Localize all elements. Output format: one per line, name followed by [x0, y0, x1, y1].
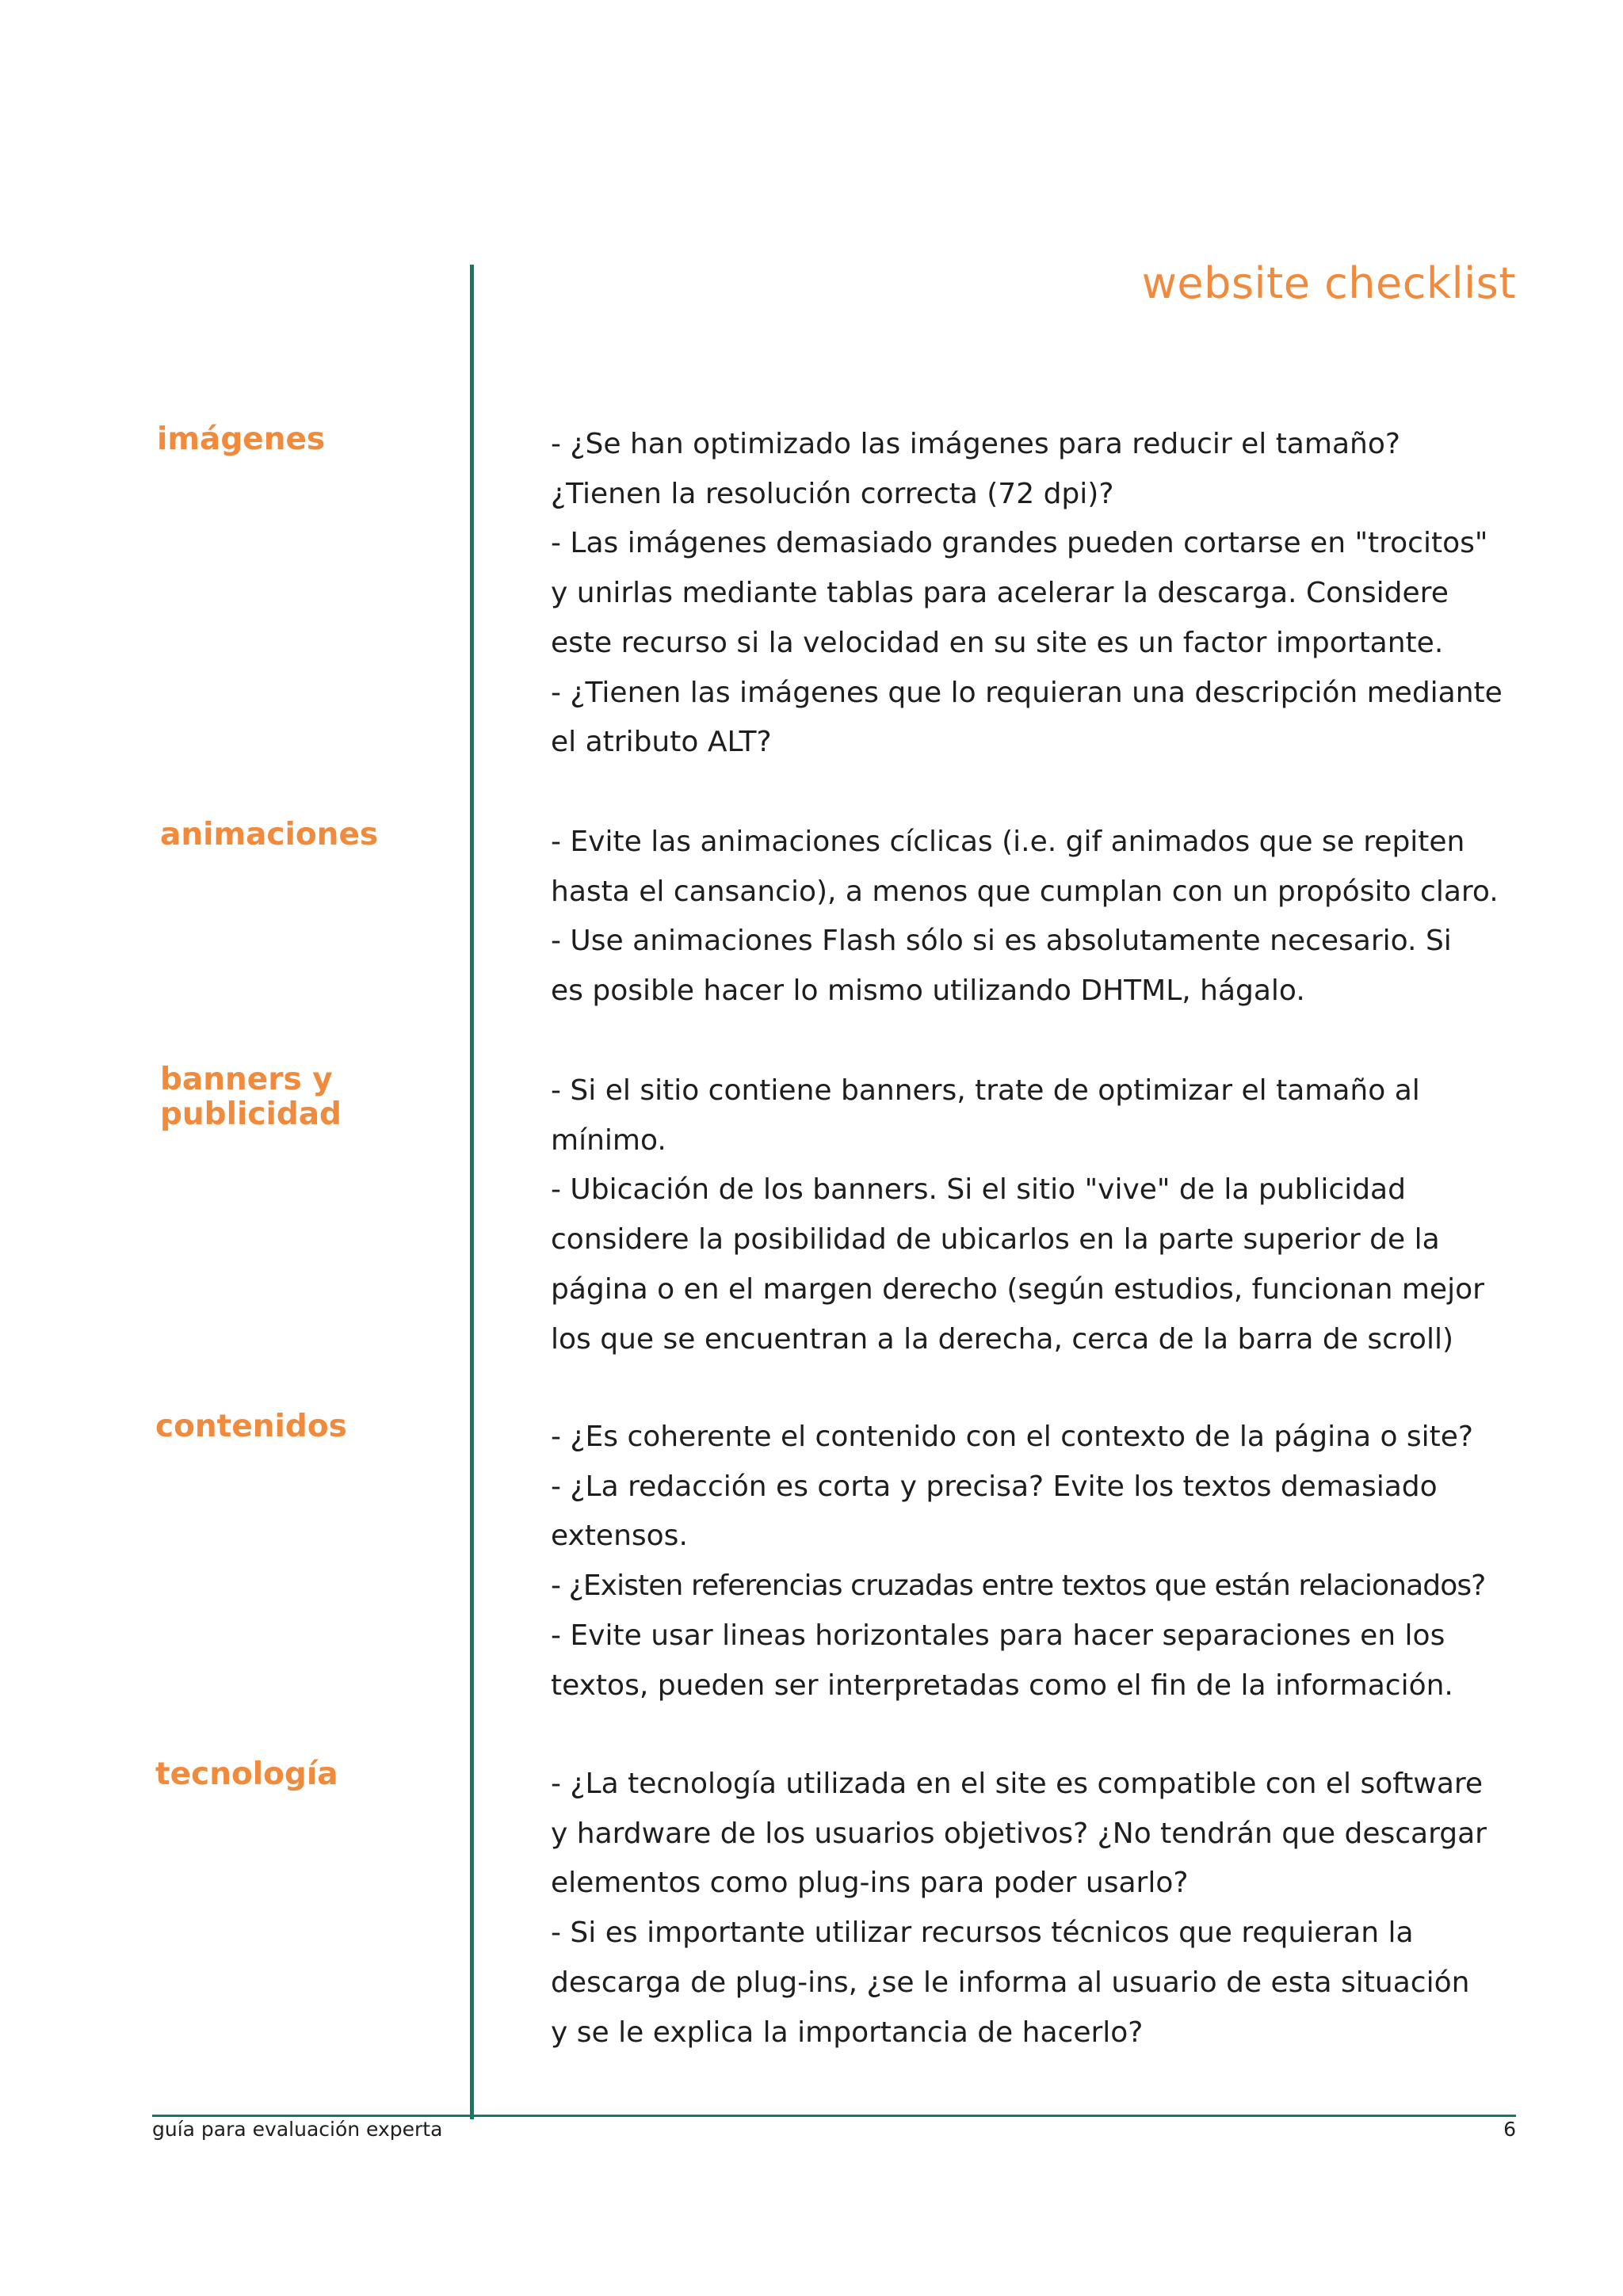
text-line: y se le explica la importancia de hacerlo? [551, 2016, 1144, 2049]
section-text-animaciones [551, 818, 1526, 1016]
text-line: descarga de plug-ins, ¿se le informa al usuario de esta situación [551, 1966, 1470, 1999]
text-line: - Las imágenes demasiado grandes pueden cortarse en "trocitos" [551, 527, 1488, 560]
text-line: elementos como plug-ins para poder usarlo? [551, 1867, 1189, 1900]
section-label-line: publicidad [160, 1097, 342, 1132]
section-label-contenidos [155, 1409, 347, 1444]
text-line: ¿Tienen la resolución correcta (72 dpi)? [551, 477, 1114, 510]
text-line: - Si el sitio contiene banners, trate de optimizar el tamaño al [551, 1074, 1420, 1107]
text-line: y unirlas mediante tablas para acelerar la descarga. Considere [551, 577, 1449, 610]
text-line: hasta el cansancio), a menos que cumplan con un propósito claro. [551, 875, 1499, 908]
section-label-tecnologia [155, 1757, 338, 1792]
text-line: es posible hacer lo mismo utilizando DHTML, hágalo. [551, 974, 1305, 1008]
text-line: página o en el margen derecho (según estudios, funcionan mejor [551, 1272, 1484, 1306]
text-line: considere la posibilidad de ubicarlos en la parte superior de la [551, 1223, 1440, 1257]
text-line: - Evite las animaciones cíclicas (i.e. gif animados que se repiten [551, 826, 1465, 858]
text-line: - Use animaciones Flash sólo si es absolutamente necesario. Si [551, 925, 1452, 958]
section-label-line: imágenes [157, 421, 326, 457]
section-label-line: tecnología [155, 1756, 338, 1792]
text-line: - Si es importante utilizar recursos técnicos que requieran la [551, 1917, 1414, 1950]
page-title: website checklist [1141, 258, 1516, 308]
section-text-contenidos [551, 1413, 1526, 1711]
text-line: textos, pueden ser interpretadas como el fin de la información. [551, 1669, 1453, 1702]
text-line: - Ubicación de los banners. Si el sitio "vive" de la publicidad [551, 1173, 1406, 1207]
footer-title: guía para evaluación experta [152, 2118, 443, 2141]
page-number: 6 [1503, 2118, 1516, 2141]
section-label-line: banners y [160, 1062, 333, 1097]
section-label-banners [160, 1062, 342, 1132]
text-line: el atributo ALT? [551, 726, 772, 759]
vertical-divider [470, 265, 474, 2119]
text-line: y hardware de los usuarios objetivos? ¿No tendrán que descargar [551, 1817, 1487, 1850]
text-line: - ¿Tienen las imágenes que lo requieran una descripción mediante [551, 676, 1503, 709]
section-label-imagenes [157, 422, 325, 457]
section-label-line: animaciones [160, 817, 379, 852]
text-line: este recurso si la velocidad en su site es un factor importante. [551, 626, 1444, 659]
text-line: extensos. [551, 1520, 688, 1553]
text-line: - Evite usar lineas horizontales para hacer separaciones en los [551, 1619, 1445, 1652]
section-text-imagenes [551, 420, 1526, 768]
text-line: - ¿La redacción es corta y precisa? Evite los textos demasiado [551, 1470, 1438, 1503]
text-line: - ¿Es coherente el contenido con el contexto de la página o site? [551, 1421, 1474, 1453]
section-text-tecnologia [551, 1760, 1526, 2058]
text-line: - ¿La tecnología utilizada en el site es compatible con el software [551, 1768, 1484, 1800]
section-text-banners [551, 1066, 1526, 1364]
text-line: mínimo. [551, 1123, 666, 1157]
section-label-animaciones [160, 818, 378, 852]
footer-divider [152, 2115, 1516, 2117]
text-line: - ¿Se han optimizado las imágenes para reducir el tamaño? [551, 428, 1400, 460]
text-line: - ¿Existen referencias cruzadas entre textos que están relacionados? [551, 1569, 1486, 1603]
text-line: los que se encuentran a la derecha, cerca de la barra de scroll) [551, 1322, 1453, 1356]
section-label-line: contenidos [155, 1409, 347, 1444]
